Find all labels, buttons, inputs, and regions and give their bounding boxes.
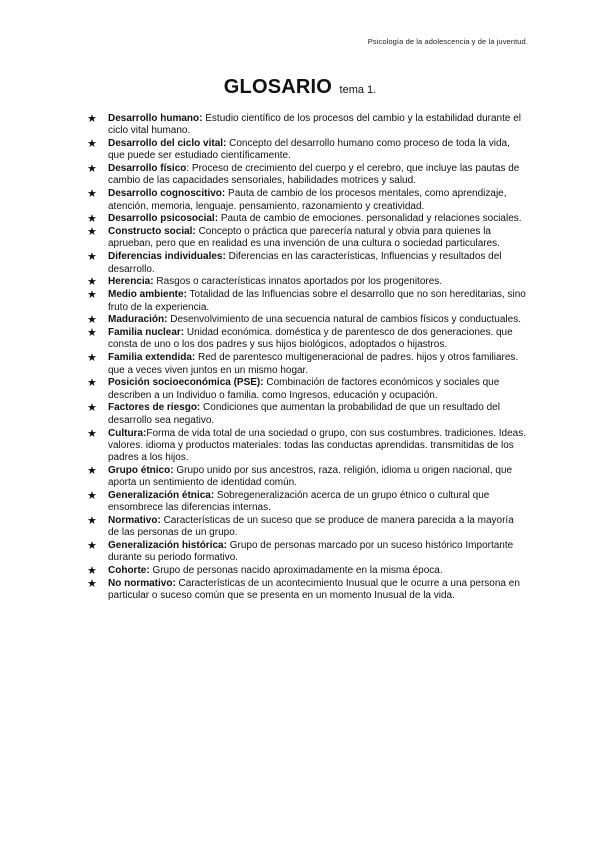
star-bullet-icon: ★ xyxy=(87,540,97,553)
star-bullet-icon: ★ xyxy=(87,352,97,365)
glossary-term: Generalización étnica: xyxy=(108,490,215,501)
glossary-term: Maduración: xyxy=(108,314,168,326)
glossary-term: Generalización histórica: xyxy=(108,540,227,552)
glossary-definition: Características de un suceso que se produce de manera parecida a la mayoría de las personas de un grupo. xyxy=(108,515,514,539)
star-bullet-icon: ★ xyxy=(87,213,97,226)
glossary-definition: Condiciones que aumentan la probabilidad de que un resultado del desarrollo sea negativo. xyxy=(108,402,500,426)
glossary-term: Familia nuclear: xyxy=(108,327,185,339)
title-sub: tema 1. xyxy=(339,84,377,96)
glossary-entry xyxy=(87,490,527,515)
glossary-definition: Combinación de factores económicos y sociales que describen a un Individuo o familia. como Ingresos, educación y ocupación. xyxy=(108,377,500,401)
glossary-definition: Desenvolvimiento de una secuencia natural de cambios físicos y conductuales. xyxy=(167,314,521,326)
glossary-term: Factores de riesgo: xyxy=(108,402,201,414)
star-bullet-icon: ★ xyxy=(87,402,97,415)
star-bullet-icon: ★ xyxy=(87,188,97,201)
glossary-entry xyxy=(87,540,527,565)
glossary-list xyxy=(87,113,527,603)
glossary-term: Medio ambiente: xyxy=(108,289,187,301)
glossary-term: Posición socioeconómica (PSE): xyxy=(108,377,264,389)
glossary-term: Normativo: xyxy=(108,515,161,527)
glossary-term: Familia extendida: xyxy=(108,352,196,364)
glossary-term: Diferencias individuales: xyxy=(108,251,226,263)
title-main: GLOSARIO xyxy=(223,76,333,98)
glossary-entry xyxy=(87,565,527,577)
glossary-entry xyxy=(87,289,527,314)
glossary-definition: Estudio científico de los procesos del cambio y la estabilidad durante el ciclo vital humano. xyxy=(108,113,521,137)
star-bullet-icon: ★ xyxy=(87,578,97,591)
glossary-definition: Diferencias en las características, Influencias y resultados del desarrollo. xyxy=(108,251,502,275)
star-bullet-icon: ★ xyxy=(87,427,97,440)
glossary-entry xyxy=(87,465,527,490)
star-bullet-icon: ★ xyxy=(87,377,97,390)
star-bullet-icon: ★ xyxy=(87,138,97,151)
glossary-term: No normativo: xyxy=(108,578,176,590)
glossary-definition: Unidad económica. doméstica y de parentesco de dos generaciones. que consta de uno o los dos padres y sus hijos biológicos, adoptados o hijastros. xyxy=(108,327,513,351)
glossary-term: Desarrollo psicosocial: xyxy=(108,213,219,225)
star-bullet-icon: ★ xyxy=(87,565,97,578)
glossary-definition: Totalidad de las Influencias sobre el desarrollo que no son hereditarias, sino fruto de la experiencia. xyxy=(108,289,526,313)
glossary-term: Herencia: xyxy=(108,276,154,288)
glossary-entry xyxy=(87,276,527,288)
glossary-definition: : Proceso de crecimiento del cuerpo y el cerebro, que incluye las pautas de cambio de las capacidades sensoriales, habilidades motrices y salud. xyxy=(108,163,520,187)
glossary-entry xyxy=(87,251,527,276)
star-bullet-icon: ★ xyxy=(87,464,97,477)
glossary-definition: Características de un acontecimiento Inusual que le ocurre a una persona en particular o suceso común que se presenta en un momento Inusual de la vida. xyxy=(108,578,520,602)
star-bullet-icon: ★ xyxy=(87,251,97,264)
glossary-definition: Concepto o práctica que parecería natural y obvia para quienes la aprueban, pero que en realidad es una invención de una cultura o sociedad particulares. xyxy=(108,226,500,250)
glossary-definition: Forma de vida total de una sociedad o grupo, con sus costumbres. tradiciones. Ideas. valores. idioma y productos materiales: todas las conductas aprendidas. transmitidas de los padres a los hijos. xyxy=(108,427,527,464)
glossary-definition: Rasgos o características innatos aportados por los progenitores. xyxy=(153,276,443,288)
glossary-term: Cultura: xyxy=(108,427,147,439)
star-bullet-icon: ★ xyxy=(87,113,97,125)
star-bullet-icon: ★ xyxy=(87,515,97,528)
glossary-entry xyxy=(87,327,527,352)
glossary-entry xyxy=(87,188,527,213)
glossary-term: Desarrollo humano: xyxy=(108,113,203,124)
glossary-definition: Pauta de cambio de emociones. personalidad y relaciones sociales. xyxy=(218,213,522,225)
glossary-definition: Pauta de cambio de los procesos mentales, como aprendizaje, atención, memoria, lenguaje. pensamiento, razonamiento y creatividad. xyxy=(108,188,507,212)
glossary-definition: Grupo de personas marcado por un suceso histórico Importante durante su periodo formativo. xyxy=(108,540,514,564)
star-bullet-icon: ★ xyxy=(87,327,97,340)
glossary-entry xyxy=(87,213,527,225)
glossary-term: Desarrollo cognoscitivo: xyxy=(108,188,226,200)
glossary-entry xyxy=(87,578,527,603)
star-bullet-icon: ★ xyxy=(87,314,97,327)
glossary-definition: Sobregeneralización acerca de un grupo étnico o cultural que ensombrece las diferencias internas. xyxy=(108,490,490,514)
glossary-term: Constructo social: xyxy=(108,226,196,238)
glossary-entry xyxy=(87,138,527,163)
glossary-term: Cohorte: xyxy=(108,565,150,577)
glossary-entry xyxy=(87,515,527,540)
star-bullet-icon: ★ xyxy=(87,163,97,176)
glossary-entry xyxy=(87,314,527,326)
star-bullet-icon: ★ xyxy=(87,226,97,239)
glossary-term: Desarrollo del ciclo vital: xyxy=(108,138,227,150)
glossary-entry xyxy=(87,377,527,402)
glossary-definition: Grupo unido por sus ancestros, raza. religión, idioma u origen nacional, que aporta un sentimiento de identidad común. xyxy=(108,464,513,489)
glossary-entry xyxy=(87,226,527,251)
course-header-note: Psicología de la adolescencia y de la juventud. xyxy=(367,37,528,46)
star-bullet-icon: ★ xyxy=(87,289,97,302)
glossary-entry xyxy=(87,113,527,138)
star-bullet-icon: ★ xyxy=(87,490,97,502)
page-title xyxy=(0,76,600,99)
glossary-definition: Red de parentesco multigeneracional de padres. hijos y otros familiares. que a veces viven juntos en un mismo hogar. xyxy=(108,352,519,376)
glossary-entry xyxy=(87,352,527,377)
glossary-definition: Grupo de personas nacido aproximadamente en la misma época. xyxy=(149,565,443,577)
star-bullet-icon: ★ xyxy=(87,276,97,289)
glossary-term: Desarrollo físico xyxy=(108,163,187,175)
glossary-term: Grupo étnico: xyxy=(108,464,174,476)
glossary-entry xyxy=(87,428,527,465)
glossary-entry xyxy=(87,402,527,427)
glossary-entry xyxy=(87,163,527,188)
glossary-definition: Concepto del desarrollo humano como proceso de toda la vida, que puede ser estudiado científicamente. xyxy=(108,138,510,162)
